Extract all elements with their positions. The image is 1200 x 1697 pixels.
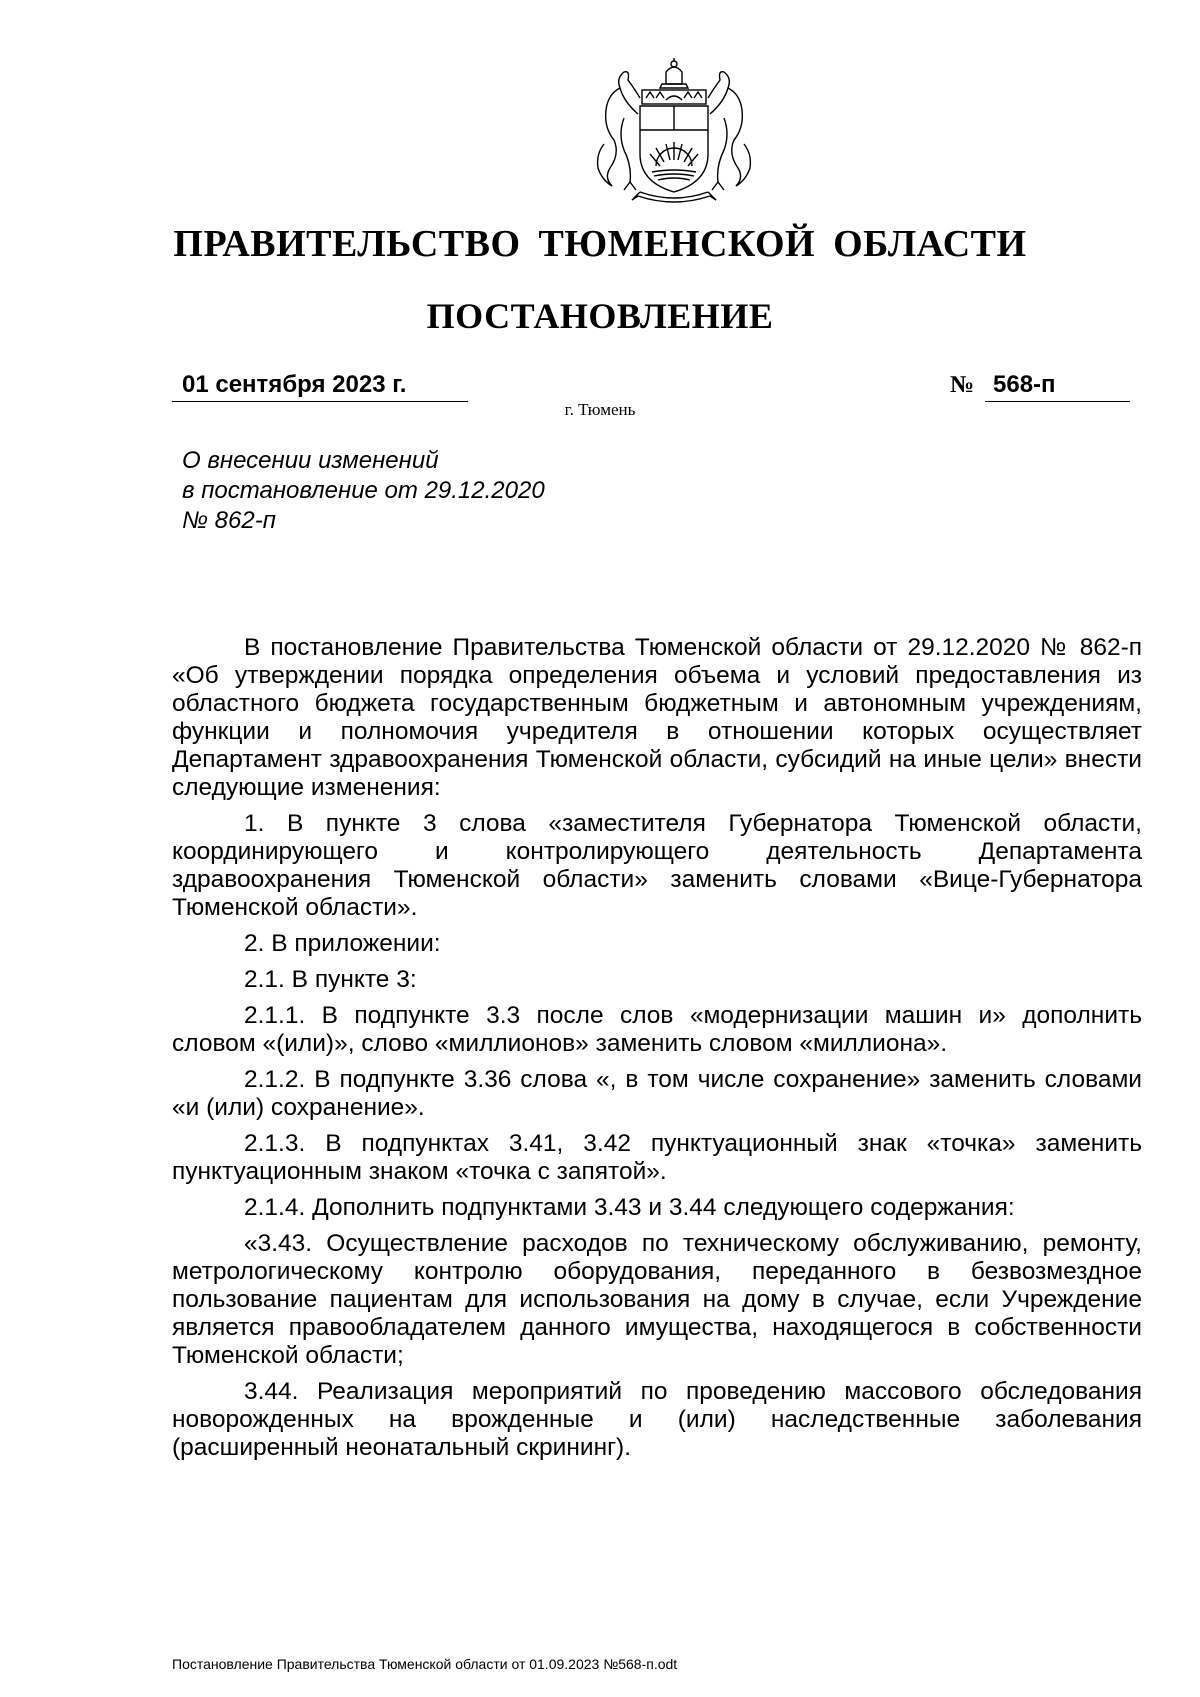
- body-paragraph: 2.1.4. Дополнить подпунктами 3.43 и 3.44 следующего содержания:: [244, 1194, 1015, 1221]
- body-paragraph: 2.1. В пункте 3:: [244, 966, 417, 993]
- body-paragraph: 3.44. Реализация мероприятий по проведению массового обследования новорожденных на врожденные и (или) наследственные заболевания (расширенный неонатальный скрининг).: [172, 1378, 1142, 1461]
- organization-title: ПРАВИТЕЛЬСТВО ТЮМЕНСКОЙ ОБЛАСТИ: [173, 223, 1027, 265]
- body-paragraph: 1. В пункте 3 слова «заместителя Губернатора Тюменской области, координирующего и контролирующего деятельность Департамента здравоохранения Тюменской области» заменить словами «Вице-Губернатора Тюменской области».: [172, 810, 1142, 921]
- document-number-field: 568-п: [985, 370, 1130, 402]
- body-paragraph: В постановление Правительства Тюменской области от 29.12.2020 № 862-п «Об утверждении порядка определения объема и условий предоставления из областного бюджета государственным бюджетным и автономным учреждениям, функции и полномочия учредителя в отношении которых осуществляет Департамент здравоохранения Тюменской области, субсидий на иные цели» внести следующие изменения:: [172, 634, 1142, 801]
- document-body: [172, 634, 1142, 1470]
- page-footer: Постановление Правительства Тюменской области от 01.09.2023 №568-п.odt: [172, 1656, 678, 1672]
- tyumen-coat-of-arms-icon: [594, 58, 754, 208]
- body-paragraph: 2.1.1. В подпункте 3.3 после слов «модернизации машин и» дополнить словом «(или)», слово «миллионов» заменить словом «миллиона».: [172, 1002, 1142, 1057]
- document-subject: [182, 446, 545, 536]
- subject-line: в постановление от 29.12.2020: [182, 477, 545, 504]
- subject-line: О внесении изменений: [182, 447, 439, 474]
- body-paragraph: 2.1.2. В подпункте 3.36 слова «, в том числе сохранение» заменить словами «и (или) сохранение».: [172, 1066, 1142, 1121]
- document-date-field: 01 сентября 2023 г.: [172, 370, 468, 402]
- document-number-label: №: [950, 372, 975, 398]
- body-paragraph: 2.1.3. В подпунктах 3.41, 3.42 пунктуационный знак «точка» заменить пунктуационным знаком «точка с запятой».: [172, 1130, 1142, 1185]
- subject-line: № 862-п: [182, 507, 276, 534]
- document-type-heading: ПОСТАНОВЛЕНИЕ: [426, 296, 774, 336]
- body-paragraph: «3.43. Осуществление расходов по техническому обслуживанию, ремонту, метрологическому контролю оборудования, переданного в безвозмездное пользование пациентам для использования на дому в случае, если Учреждение является правообладателем данного имущества, находящегося в собственности Тюменской области;: [172, 1230, 1142, 1369]
- city-label: г. Тюмень: [564, 400, 636, 419]
- body-paragraph: 2. В приложении:: [244, 930, 441, 957]
